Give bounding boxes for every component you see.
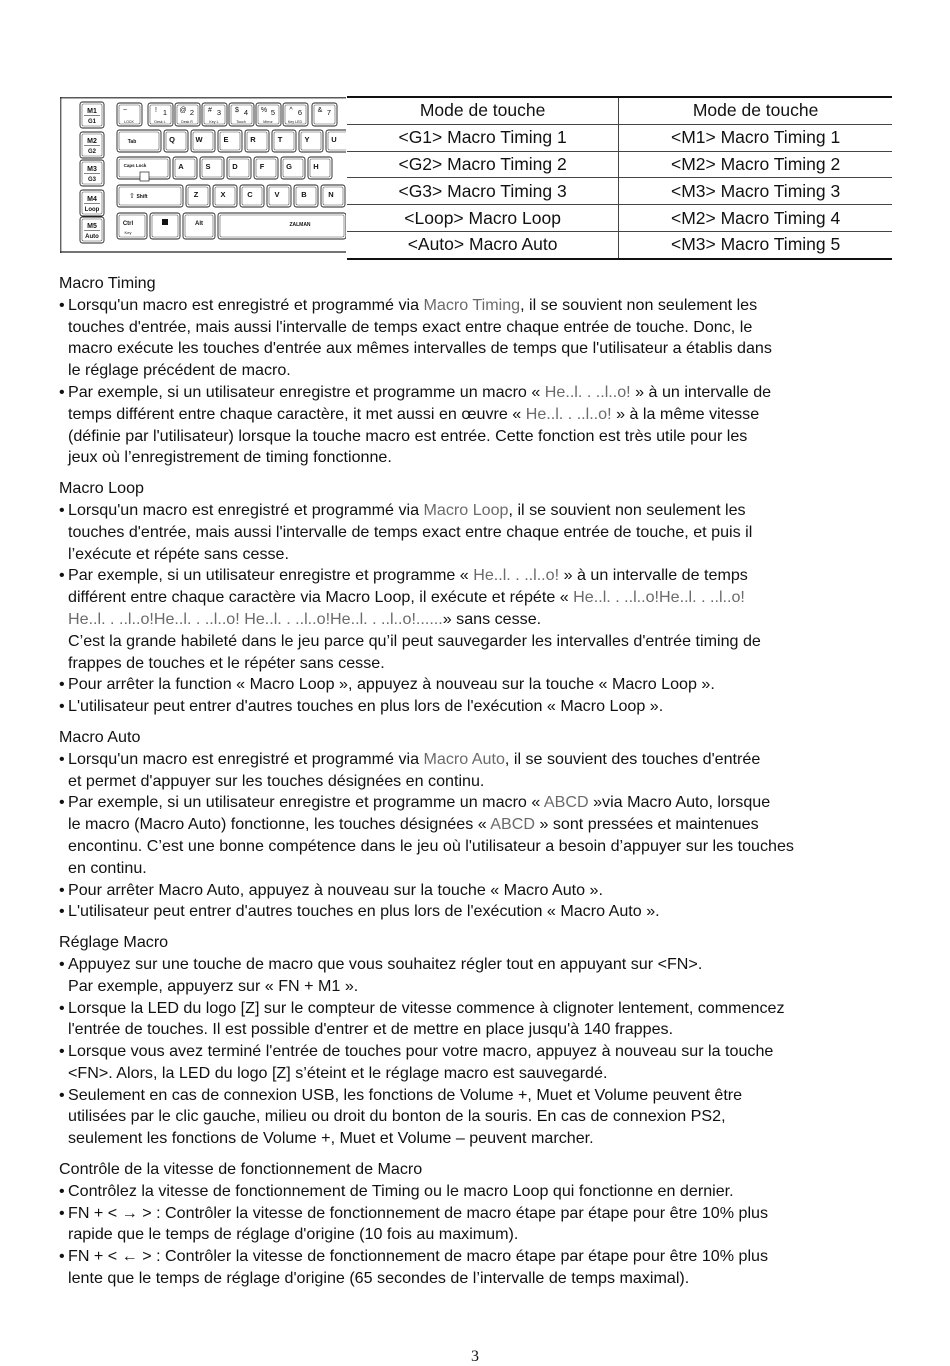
key-label: T bbox=[277, 135, 283, 144]
bullet-marker: • bbox=[59, 1203, 65, 1222]
key-symbol: @ bbox=[179, 107, 187, 114]
macro-key-bottom-label: Loop bbox=[84, 207, 100, 213]
section-title: Macro Auto bbox=[59, 727, 141, 746]
shift-key bbox=[117, 185, 183, 207]
highlighted-term: ABCD bbox=[490, 815, 535, 834]
bullet-marker: • bbox=[59, 1085, 65, 1104]
bullet-item bbox=[59, 1246, 859, 1290]
macro-key-top-label: M3 bbox=[87, 166, 97, 173]
mode-table-wrap bbox=[347, 96, 892, 260]
bullet-marker: • bbox=[59, 1247, 65, 1266]
highlighted-term: He..l. . ..l..o!He..l. . ..l..o! He..l. . ..l..o!He..l. . ..l..o!...... bbox=[68, 609, 443, 628]
mode-table-cell: <M3> Macro Timing 5 bbox=[619, 231, 892, 258]
key-label: Alt bbox=[195, 221, 203, 227]
macro-key-bottom-label: Auto bbox=[85, 234, 99, 240]
letter-key bbox=[218, 130, 242, 152]
brand-label: ZALMAN bbox=[289, 222, 311, 228]
windows-logo-icon bbox=[162, 219, 168, 225]
key-label: F bbox=[259, 162, 265, 171]
bullet-marker: • bbox=[59, 1042, 65, 1061]
mode-table-cell: <G2> Macro Timing 2 bbox=[347, 151, 619, 178]
text-run: Par exemple, si un utilisateur enregistre et programme un macro « bbox=[68, 382, 545, 401]
text-run: touches d'entrée, mais aussi l'intervalle de temps exact entre chaque entrée de touche, et puis il bbox=[68, 522, 753, 541]
bullet-marker: • bbox=[59, 566, 65, 585]
text-run: , il se souvient non seulement les bbox=[520, 295, 758, 314]
text-run: C’est la grande habileté dans le jeu parce qu’il peut sauvegarder les intervalles d'entrée timing de bbox=[68, 631, 761, 650]
bullet-item bbox=[59, 998, 859, 1042]
text-run: Contrôlez la vitesse de fonctionnement de Timing ou le macro Loop qui fonctionne en dernier. bbox=[68, 1181, 734, 1200]
mode-table-row bbox=[347, 231, 892, 258]
letter-key bbox=[254, 157, 278, 179]
mode-table-header-row bbox=[347, 97, 892, 124]
text-run: » à la même vitesse bbox=[611, 404, 760, 423]
bullet-item bbox=[59, 295, 859, 382]
text-run: » à un intervalle de bbox=[630, 382, 772, 401]
bullet-marker: • bbox=[59, 697, 65, 716]
key-digit: 4 bbox=[243, 108, 249, 117]
letter-key bbox=[308, 157, 332, 179]
mode-table-header: Mode de touche bbox=[347, 97, 619, 124]
key-fn-label: LOCK bbox=[124, 120, 134, 124]
text-run: l’exécute et répéte sans cesse. bbox=[68, 544, 289, 563]
space-key bbox=[218, 213, 346, 239]
section bbox=[59, 273, 859, 469]
text-run: » sont pressées et maintenues bbox=[534, 815, 759, 834]
text-run: Appuyez sur une touche de macro que vous souhaitez régler tout en appuyant sur <FN>. bbox=[68, 954, 703, 973]
bullet-item bbox=[59, 880, 859, 902]
text-run: , il se souvient non seulement les bbox=[508, 500, 746, 519]
text-run: » sans cesse. bbox=[442, 609, 542, 628]
letter-key bbox=[272, 130, 296, 152]
bullet-item bbox=[59, 674, 859, 696]
text-run: <FN>. Alors, la LED du logo [Z] s’éteint et le réglage macro est sauvegardé. bbox=[68, 1063, 608, 1082]
text-run: le réglage précédent de macro. bbox=[68, 361, 291, 380]
mode-table-cell: <G1> Macro Timing 1 bbox=[347, 124, 619, 151]
key-symbol: ! bbox=[155, 107, 157, 114]
key-label: U bbox=[331, 135, 337, 144]
mode-table-cell: <Auto> Macro Auto bbox=[347, 231, 619, 258]
key-label: Ctrl bbox=[122, 221, 134, 227]
key-label: H bbox=[313, 162, 319, 171]
bullet-marker: • bbox=[59, 500, 65, 519]
shift-arrow-icon: ⇧ bbox=[129, 192, 135, 200]
key-digit: 2 bbox=[189, 108, 195, 117]
key-digit: 3 bbox=[216, 108, 222, 117]
bullet-marker: • bbox=[59, 902, 65, 921]
bullet-item bbox=[59, 1181, 859, 1203]
key-label: E bbox=[223, 135, 229, 144]
text-run: Par exemple, si un utilisateur enregistre et programme « bbox=[68, 566, 474, 585]
mode-table-row bbox=[347, 178, 892, 205]
bullet-item bbox=[59, 1203, 859, 1247]
mode-table-cell: <M2> Macro Timing 2 bbox=[619, 151, 892, 178]
section bbox=[59, 478, 859, 718]
bullet-item bbox=[59, 500, 859, 565]
bullet-marker: • bbox=[59, 954, 65, 973]
key-label: Shift bbox=[136, 194, 148, 200]
bullet-marker: • bbox=[59, 295, 65, 314]
key-label: A bbox=[178, 162, 184, 171]
key-fn-label: Key LED bbox=[287, 120, 303, 124]
highlighted-term: He..l. . ..l..o! bbox=[544, 382, 631, 401]
key-symbol: ^ bbox=[289, 107, 293, 114]
key-label: R bbox=[250, 135, 256, 144]
key-fn-label: Desk R bbox=[181, 120, 193, 124]
mode-table-cell: <M1> Macro Timing 1 bbox=[619, 124, 892, 151]
mode-table-row bbox=[347, 151, 892, 178]
macro-key-top-label: M2 bbox=[87, 138, 97, 145]
text-run: (définie par l'utilisateur) lorsque la touche macro est entrée. Cette fonction est très utile pour les bbox=[68, 426, 748, 445]
mode-table-row bbox=[347, 205, 892, 232]
tab-key bbox=[117, 130, 161, 152]
macro-key-top-label: M5 bbox=[87, 223, 97, 230]
bullet-marker: • bbox=[59, 1181, 65, 1200]
text-run: FN + < → > : Contrôler la vitesse de fonctionnement de macro étape par étape pour être 10% plus bbox=[68, 1203, 769, 1222]
key-digit: 5 bbox=[270, 108, 276, 117]
macro-key-top-label: M1 bbox=[87, 108, 97, 115]
key-symbol: # bbox=[208, 107, 212, 114]
bullet-item bbox=[59, 1041, 859, 1085]
letter-key bbox=[227, 157, 251, 179]
text-run: , il se souvient des touches d'entrée bbox=[504, 749, 761, 768]
key-fn-label: Desk L bbox=[154, 120, 166, 124]
mode-table-row bbox=[347, 124, 892, 151]
mode-table-cell: <Loop> Macro Loop bbox=[347, 205, 619, 232]
text-run: utilisées par le clic gauche, milieu ou droit du bonton de la souris. En cas de connexion PS2, bbox=[68, 1107, 726, 1126]
bullet-marker: • bbox=[59, 675, 65, 694]
section bbox=[59, 727, 859, 923]
macro-key-top-label: M4 bbox=[87, 196, 97, 203]
text-run: Lorsqu'un macro est enregistré et programmé via bbox=[68, 295, 424, 314]
bullet-marker: • bbox=[59, 749, 65, 768]
bullet-item bbox=[59, 696, 859, 718]
highlighted-term: Macro Loop bbox=[423, 500, 509, 519]
key-fn-label: Key L bbox=[209, 120, 219, 124]
document-body bbox=[59, 273, 859, 1299]
text-run: Par exemple, si un utilisateur enregistre et programme un macro « bbox=[68, 793, 544, 812]
text-run: L'utilisateur peut entrer d'autres touches en plus lors de l'exécution « Macro Loop ». bbox=[68, 697, 664, 716]
highlighted-term: Macro Auto bbox=[423, 749, 505, 768]
key-symbol: % bbox=[260, 107, 268, 114]
text-run: Lorsque la LED du logo [Z] sur le compteur de vitesse commence à clignoter lentement, commencez bbox=[68, 998, 785, 1017]
key-digit: 7 bbox=[326, 108, 332, 117]
section-title: Contrôle de la vitesse de fonctionnement de Macro bbox=[59, 1160, 423, 1179]
key-fn-label: Mirror bbox=[263, 120, 273, 124]
text-run: Pour arrêter Macro Auto, appuyez à nouveau sur la touche « Macro Auto ». bbox=[68, 880, 603, 899]
key-label: C bbox=[247, 190, 253, 199]
key-label: Q bbox=[169, 135, 175, 144]
enter-notch bbox=[140, 172, 149, 181]
mode-table bbox=[347, 96, 892, 260]
key-digit: 6 bbox=[297, 108, 303, 117]
mode-table-cell: <M3> Macro Timing 3 bbox=[619, 178, 892, 205]
bullet-item bbox=[59, 382, 859, 469]
bullet-marker: • bbox=[59, 382, 65, 401]
text-run: différent entre chaque caractère via Macro Loop, il exécute et répéte « bbox=[68, 588, 574, 607]
text-run: en continu. bbox=[68, 858, 147, 877]
keyboard-illustration bbox=[60, 97, 346, 253]
key-label: V bbox=[274, 190, 280, 199]
key-fn-label: Touch bbox=[236, 120, 246, 124]
key-label: S bbox=[205, 162, 211, 171]
section bbox=[59, 1159, 859, 1290]
text-run: Pour arrêter la function « Macro Loop », appuyez à nouveau sur la touche « Macro Loop ». bbox=[68, 675, 715, 694]
text-run: et permet d'appuyer sur les touches désignées en continu. bbox=[68, 771, 485, 790]
key-digit: 1 bbox=[162, 108, 168, 117]
page-number: 3 bbox=[471, 1348, 479, 1365]
section-title: Réglage Macro bbox=[59, 933, 169, 952]
text-run: temps différent entre chaque caractère, it met aussi en œuvre « bbox=[68, 404, 526, 423]
letter-key bbox=[299, 130, 323, 152]
key-symbol: $ bbox=[235, 107, 239, 114]
bullet-item bbox=[59, 1085, 859, 1150]
letter-key bbox=[164, 130, 188, 152]
text-run: macro exécute les touches d'entrée aux mêmes intervalles de temps que l'utilisateur a établis dans bbox=[68, 339, 772, 358]
text-run: Lorsqu'un macro est enregistré et programmé via bbox=[68, 500, 424, 519]
text-run: seulement les fonctions de Volume +, Muet et Volume – peuvent marcher. bbox=[68, 1129, 594, 1148]
text-run: l'entrée de touches. Il est possible d'entrer et de mettre en place jusqu'à 140 frappes. bbox=[68, 1020, 674, 1039]
key-label: Y bbox=[304, 135, 310, 144]
mode-table-header: Mode de touche bbox=[619, 97, 892, 124]
text-run: »via Macro Auto, lorsque bbox=[588, 793, 771, 812]
text-run: » à un intervalle de temps bbox=[559, 566, 748, 585]
text-run: touches d'entrée, mais aussi l'intervalle de temps exact entre chaque entrée de touche. Donc, le bbox=[68, 317, 753, 336]
windows-key bbox=[150, 213, 180, 239]
highlighted-term: He..l. . ..l..o!He..l. . ..l..o! bbox=[573, 588, 745, 607]
text-run: rapide que le temps de réglage d'origine (10 fois au maximum). bbox=[68, 1225, 519, 1244]
bullet-item bbox=[59, 565, 859, 674]
bullet-item bbox=[59, 749, 859, 793]
key-label: B bbox=[301, 190, 307, 199]
key-label: Caps Lock bbox=[123, 163, 147, 168]
key-label: G bbox=[286, 162, 292, 171]
number-key bbox=[312, 103, 337, 126]
text-run: Lorsque vous avez terminé l'entrée de touches pour votre macro, appuyez à nouveau sur la touche bbox=[68, 1042, 774, 1061]
letter-key bbox=[281, 157, 305, 179]
macro-key-bottom-label: G2 bbox=[87, 149, 97, 155]
letter-key bbox=[173, 157, 197, 179]
text-run: jeux où l’enregistrement de timing fonctionne. bbox=[68, 448, 392, 467]
key-symbol: ~ bbox=[122, 107, 128, 114]
text-run: encontinu. C’est une bonne compétence dans le jeu où l'utilisateur a besoin d’appuyer sur les touches bbox=[68, 836, 794, 855]
bullet-marker: • bbox=[59, 998, 65, 1017]
bullet-item bbox=[59, 792, 859, 879]
key-label: W bbox=[195, 135, 203, 144]
key-label: N bbox=[328, 190, 334, 199]
text-run: Seulement en cas de connexion USB, les fonctions de Volume +, Muet et Volume peuvent être bbox=[68, 1085, 743, 1104]
bullet-item bbox=[59, 901, 859, 923]
macro-key-bottom-label: G3 bbox=[87, 177, 97, 183]
highlighted-term: He..l. . ..l..o! bbox=[525, 404, 612, 423]
key-label: Z bbox=[193, 190, 199, 199]
section-title: Macro Loop bbox=[59, 479, 144, 498]
bullet-marker: • bbox=[59, 880, 65, 899]
macro-key-bottom-label: G1 bbox=[87, 119, 97, 125]
letter-key bbox=[200, 157, 224, 179]
bullet-item bbox=[59, 954, 859, 998]
text-run: FN + < ← > : Contrôler la vitesse de fonctionnement de macro étape par étape pour être 10% plus bbox=[68, 1247, 769, 1266]
text-run: lente que le temps de réglage d'origine (65 secondes de l’intervalle de temps maximal). bbox=[68, 1269, 690, 1288]
section bbox=[59, 932, 859, 1150]
highlighted-term: He..l. . ..l..o! bbox=[473, 566, 560, 585]
bullet-marker: • bbox=[59, 793, 65, 812]
text-run: frappes de touches et le répéter sans cesse. bbox=[68, 653, 385, 672]
highlighted-term: ABCD bbox=[543, 793, 589, 812]
text-run: Par exemple, appuyerz sur « FN + M1 ». bbox=[68, 976, 359, 995]
mode-table-cell: <G3> Macro Timing 3 bbox=[347, 178, 619, 205]
text-run: le macro (Macro Auto) fonctionne, les touches désignées « bbox=[68, 815, 491, 834]
key-symbol: & bbox=[317, 107, 323, 114]
key-label: D bbox=[232, 162, 238, 171]
text-run: Lorsqu'un macro est enregistré et programmé via bbox=[68, 749, 424, 768]
key-label: X bbox=[220, 190, 226, 199]
section-title: Macro Timing bbox=[59, 274, 156, 292]
letter-key bbox=[245, 130, 269, 152]
highlighted-term: Macro Timing bbox=[423, 295, 521, 314]
key-fn-label: Key bbox=[124, 230, 132, 235]
key-label: Tab bbox=[127, 139, 137, 145]
text-run: L'utilisateur peut entrer d'autres touches en plus lors de l'exécution « Macro Auto ». bbox=[68, 902, 660, 921]
mode-table-cell: <M2> Macro Timing 4 bbox=[619, 205, 892, 232]
